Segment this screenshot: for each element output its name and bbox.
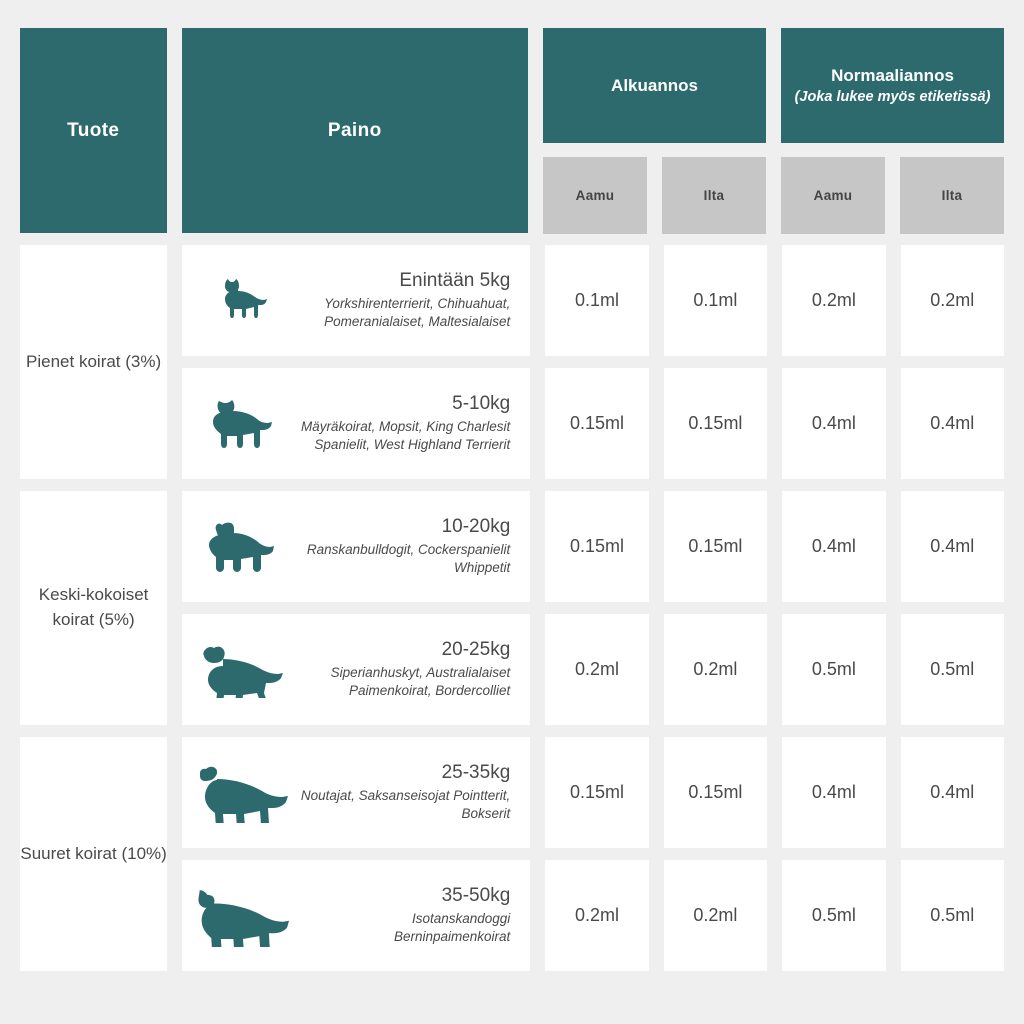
dose-value: 0.5ml	[782, 860, 885, 971]
dose-value: 0.15ml	[664, 491, 767, 602]
weight-range: Enintään 5kg	[399, 269, 511, 291]
dose-value: 0.2ml	[901, 245, 1004, 356]
large-dog-icon	[194, 885, 290, 947]
dose-value: 0.15ml	[545, 491, 648, 602]
weight-column-section-3	[182, 737, 530, 971]
values-column-alkuannos-ilta-s1	[664, 245, 767, 479]
dose-value: 0.4ml	[901, 491, 1004, 602]
header-group-alkuannos	[543, 28, 766, 234]
dose-value: 0.4ml	[782, 368, 885, 479]
weight-text-block	[298, 516, 510, 577]
values-column-normaali-ilta-s3	[901, 737, 1004, 971]
values-column-normaali-ilta-s1	[901, 245, 1004, 479]
values-column-normaali-ilta-s2	[901, 491, 1004, 725]
weight-column-section-1	[182, 245, 530, 479]
table-row	[182, 245, 530, 356]
dose-value: 0.4ml	[901, 368, 1004, 479]
dose-value: 0.15ml	[545, 368, 648, 479]
dose-value: 0.15ml	[545, 737, 648, 848]
values-column-alkuannos-aamu-s2	[545, 491, 648, 725]
table-row	[182, 614, 530, 725]
values-column-normaali-aamu-s3	[782, 737, 885, 971]
weight-column-section-2	[182, 491, 530, 725]
header-group-title-normaaliannos	[781, 28, 1004, 143]
dose-value: 0.15ml	[664, 368, 767, 479]
subheader-row-normaaliannos	[781, 157, 1004, 234]
header-weight: Paino	[182, 28, 528, 233]
group-subtitle-text: (Joka lukee myös etiketissä)	[794, 89, 991, 106]
values-column-alkuannos-ilta-s2	[664, 491, 767, 725]
table-row	[182, 368, 530, 479]
table-section-suuret-koirat	[20, 737, 1004, 971]
breed-list: Siperianhuskyt, Australialaiset Paimenkoirat, Bordercolliet	[330, 664, 511, 698]
subheader-normaaliannos-ilta: Ilta	[900, 157, 1004, 234]
values-column-alkuannos-aamu-s3	[545, 737, 648, 971]
breed-list: Ranskanbulldogit, Cockerspanielit Whippetit	[306, 541, 511, 575]
product-label-pienet-koirat: Pienet koirat (3%)	[20, 245, 167, 479]
weight-range: 35-50kg	[441, 884, 511, 906]
dose-value: 0.4ml	[782, 737, 885, 848]
group-title-text: Alkuannos	[611, 75, 698, 95]
pointer-dog-icon	[194, 763, 290, 823]
product-label-keskikokoiset-koirat: Keski-kokoiset koirat (5%)	[20, 491, 167, 725]
dose-value: 0.2ml	[782, 245, 885, 356]
weight-text-block	[298, 270, 510, 331]
values-column-alkuannos-ilta-s3	[664, 737, 767, 971]
breed-list: Isotanskandoggi Berninpaimenkoirat	[393, 910, 511, 944]
dose-value: 0.1ml	[545, 245, 648, 356]
subheader-alkuannos-aamu: Aamu	[543, 157, 647, 234]
table-row	[182, 491, 530, 602]
dose-value: 0.2ml	[545, 860, 648, 971]
group-title-text: Normaaliannos	[831, 65, 954, 85]
dose-value: 0.4ml	[901, 737, 1004, 848]
values-column-normaali-aamu-s1	[782, 245, 885, 479]
table-header-row	[20, 28, 1004, 233]
table-row	[182, 860, 530, 971]
weight-text-block	[298, 885, 510, 946]
weight-range: 20-25kg	[441, 638, 511, 660]
dose-value: 0.5ml	[782, 614, 885, 725]
breed-list: Noutajat, Saksanseisojat Pointterit, Bokserit	[300, 787, 511, 821]
weight-text-block	[298, 639, 510, 700]
dose-value: 0.4ml	[782, 491, 885, 602]
dose-value: 0.2ml	[664, 614, 767, 725]
values-column-alkuannos-aamu-s1	[545, 245, 648, 479]
breed-list: Mäyräkoirat, Mopsit, King Charlesit Spanielit, West Highland Terrierit	[300, 418, 511, 452]
terrier-dog-icon	[194, 397, 290, 451]
dose-value: 0.5ml	[901, 614, 1004, 725]
dose-value: 0.5ml	[901, 860, 1004, 971]
weight-range: 25-35kg	[441, 761, 511, 783]
product-label-suuret-koirat: Suuret koirat (10%)	[20, 737, 167, 971]
small-dog-icon	[194, 277, 290, 325]
breed-list: Yorkshirenterrierit, Chihuahuat, Pomeranialaiset, Maltesialaiset	[324, 295, 511, 329]
header-group-normaaliannos	[781, 28, 1004, 234]
subheader-row-alkuannos	[543, 157, 766, 234]
weight-text-block	[298, 762, 510, 823]
values-column-normaali-aamu-s2	[782, 491, 885, 725]
weight-range: 10-20kg	[441, 515, 511, 537]
header-group-title-alkuannos	[543, 28, 766, 143]
table-section-keskikokoiset-koirat	[20, 491, 1004, 725]
subheader-normaaliannos-aamu: Aamu	[781, 157, 885, 234]
weight-range: 5-10kg	[452, 392, 511, 414]
husky-icon	[194, 642, 290, 698]
subheader-alkuannos-ilta: Ilta	[662, 157, 766, 234]
weight-text-block	[298, 393, 510, 454]
dose-value: 0.2ml	[545, 614, 648, 725]
table-row	[182, 737, 530, 848]
bulldog-icon	[194, 520, 290, 574]
header-product: Tuote	[20, 28, 167, 233]
dose-value: 0.1ml	[664, 245, 767, 356]
dose-value: 0.2ml	[664, 860, 767, 971]
table-section-pienet-koirat	[20, 245, 1004, 479]
dose-value: 0.15ml	[664, 737, 767, 848]
